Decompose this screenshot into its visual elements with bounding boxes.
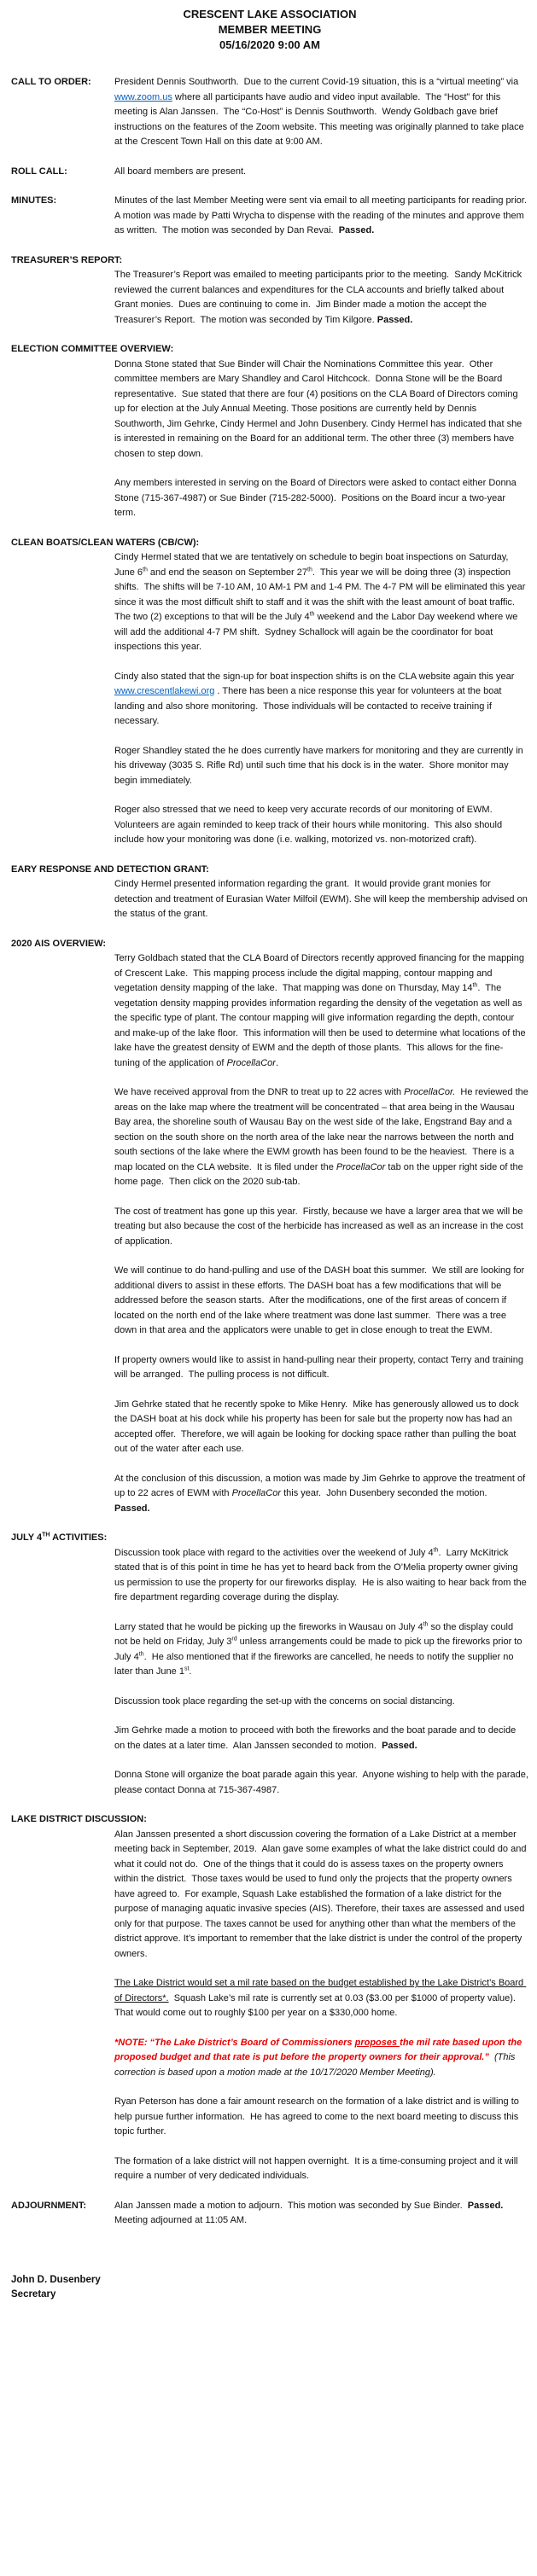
superscript-text: rd [231,1636,237,1643]
paragraph [114,1353,528,1383]
text-run: President Dennis Southworth. Due to the current Covid-19 situation, this is a “virtual meeting” via [114,77,522,87]
text-run: 2020 AIS OVERVIEW: [11,938,107,949]
text-run: At the conclusion of this discussion, a motion was made by Jim Gehrke to approve the treatment of up to 22 acres of EWM with [114,1473,528,1498]
text-run: Donna Stone will organize the boat parade again this year. Anyone wishing to help with the parade, please contact Donna at 715-367-4987. [114,1770,531,1795]
signature-block [11,2273,528,2303]
secretary-role: Secretary [11,2289,56,2300]
text-run: Cindy Hermel presented information regarding the grant. It would provide grant monies for detection and treatment of Eurasian Water Milfoil (EWM). She will keep the membership advised on the status of the grant. [114,879,530,919]
section-body [114,550,528,848]
paragraph [114,194,532,239]
text-run: If property owners would like to assist in hand-pulling near their property, contact Terry and training will be arranged. The pulling process is not difficult. [114,1354,527,1380]
text-run: . This year we will be doing three (3) inspection shifts. The shifts will be 7-10 AM, 10 AM-1 PM and 1-4 PM. The 4-7 PM will be eliminated this year since it was the most difficult shift to staff and it was the shift with the least amount of boat traffic. The two (2) exceptions to that will be the July 4 [114,567,528,622]
italic-text: ProcellaCor [231,1488,282,1498]
text-run: Roger also stressed that we need to keep very accurate records of our monitoring of EWM. Volunteers are again reminded to keep track of their hours while monitoring. This also should include how your monitoring was done (i.e. walking, motorized vs. non-motorized craft). [114,805,505,845]
paragraph [114,1085,531,1190]
section-body [114,1828,528,2184]
paragraph [114,744,528,789]
text-run: ROLL CALL: [11,166,67,177]
paragraph [114,358,528,462]
text-run: MINUTES: [11,195,57,206]
paragraph [114,1768,531,1798]
document-title [11,7,528,53]
note-red-text: *NOTE: “The Lake District’s Board of Commissioners [114,2037,355,2048]
superscript-text: th [138,1650,144,1657]
paragraph [114,2036,528,2081]
text-run: Jim Gehrke made a motion to proceed with both the fireworks and the boat parade and to decide on the dates at a later time. Alan Janssen seconded to motion. [114,1725,519,1751]
paragraph [114,1724,528,1753]
section-body [114,951,531,1516]
text-run: Minutes of the last Member Meeting were sent via email to all meeting participants for reading prior. A motion was made by Patti Wrycha to dispense with the reading of the minutes and approve them as written. The motion was seconded by Dan Revai. [114,195,532,236]
text-run: EARY RESPONSE AND DETECTION GRANT: [11,864,209,875]
paragraph [114,75,528,150]
text-run: TREASURER’S REPORT: [11,254,123,265]
superscript-text: th [423,1620,429,1627]
section-treasurers-report [11,253,528,329]
text-run: . There has been a nice response this year for volunteers at the boat landing and also shore monitoring. Those individuals will be contacted to receive training if necessary. [114,686,505,726]
text-run: Jim Gehrke stated that he recently spoke to Mike Henry. Mike has generously allowed us to dock the DASH boat at his dock while his property has been for sale but the property now has had an accepted offer. Therefore, we will again be looking for docking space rather than pulling the boat out of the water after each use. [114,1398,522,1454]
superscript-text: th [433,1546,439,1553]
title-line-meeting: MEMBER MEETING [218,23,322,36]
section-heading-2020-ais-overview [11,937,528,952]
text-run: Discussion took place regarding the set-up with the concerns on social distancing. [114,1695,455,1707]
text-run: weekend and the Labor Day weekend where we will add the additional 4-7 PM shift. Sydney Schallock will again be the coordinator for boat inspections this year. [114,612,521,652]
section-heading-treasurers-report [11,253,528,269]
section-2020-ais-overview [11,937,531,1517]
paragraph [114,1472,528,1517]
text-run: Donna Stone stated that Sue Binder will Chair the Nominations Committee this year. Other committee members are Mary Shandley and Carol Hitchcock. Donna Stone will be the Board representative. Sue stated that there are four (4) positions on the CLA Board of Directors coming up for election at the July Annual Meeting. Those positions are currently held by Dennis Southworth, Jim Gehrke, Cindy Hermel and John Dusenbery. Cindy Hermel has indicated that she is interested in remaining on the Board for an additional term. The other three (3) members have chosen to step down. [114,358,525,459]
text-run: CALL TO ORDER: [11,77,91,87]
paragraph [114,1695,528,1710]
text-run: Cindy also stated that the sign-up for boat inspection shifts is on the CLA website again this year [114,671,517,682]
section-body [114,75,528,150]
text-run: . Larry McKitrick stated that is of this point in time he has yet to heard back from the O’Melia property owner giving us permission to use the property for our fireworks display. He is also waiting to hear back from the fire department regarding coverage during the display. [114,1547,529,1602]
section-july-4th-activities [11,1531,531,1798]
text-run: All board members are present. [114,166,247,177]
section-heading-eary-response-and-detection-grant [11,863,528,878]
section-heading-minutes [11,194,114,239]
text-run: We have received approval from the DNR to treat up to 22 acres with [114,1087,405,1097]
text-run: . [189,1666,192,1677]
text-run: ADJOURNMENT: [11,2200,86,2211]
note-red-text: the mil rate based upon the proposed budget and that rate is put before the property owners for their approval.” [114,2037,525,2062]
section-election-committee-overview [11,342,528,521]
text-run: CLEAN BOATS/CLEAN WATERS (CB/CW): [11,537,200,548]
section-clean-boats-clean-waters [11,536,528,848]
bold-text: Passed. [382,1740,417,1751]
paragraph [114,877,528,922]
text-run: tab on the upper right side of the home page. Then click on the 2020 sub-tab. [114,1161,526,1187]
section-heading-july-4th-activities [11,1531,528,1546]
section-body [114,2199,528,2229]
text-run: Roger Shandley stated the he does currently have markers for monitoring and they are currently in his driveway (3035 S. Rifle Rd) until such time that his dock is in the water. Shore monitor may begin immediately. [114,745,526,786]
crescentlakewi-link[interactable]: www.crescentlakewi.org [114,686,215,696]
superscript-text: th [143,566,148,573]
superscript-text: th [307,566,312,573]
section-eary-response-and-detection-grant [11,863,528,922]
paragraph [114,165,528,180]
text-run: . He also mentioned that if the fireworks are cancelled, he needs to notify the supplier no later than June 1 [114,1651,517,1677]
text-run: Any members interested in serving on the Board of Directors were asked to contact either Donna Stone (715-367-4987) or Sue Binder (715-282-5000). Positions on the Board incur a two-year term. [114,478,519,518]
paragraph [114,2199,528,2229]
paragraph [114,951,528,1071]
text-run: LAKE DISTRICT DISCUSSION: [11,1814,147,1824]
paragraph [114,803,528,848]
text-run: Terry Goldbach stated that the CLA Board of Directors recently approved financing for the mapping of Crescent Lake. This mapping process include the digital mapping, contour mapping and vegetation density mapping of the lake. That mapping was done on Thursday, May 14 [114,953,528,993]
section-minutes [11,194,532,239]
section-body [114,194,532,239]
section-heading-clean-boats-clean-waters [11,536,528,551]
section-heading-lake-district-discussion [11,1812,528,1828]
zoom-us-link[interactable]: www.zoom.us [114,91,172,102]
paragraph [114,1398,528,1457]
text-run: Meeting adjourned at 11:05 AM. [114,2200,509,2225]
section-heading-election-committee-overview [11,342,528,358]
paragraph [114,1828,528,1963]
text-run: The formation of a lake district will not happen overnight. It is a time-consuming project and it will require a number of very dedicated individuals. [114,2155,521,2181]
bold-text: Passed. [114,1503,150,1514]
paragraph [114,1264,528,1339]
bold-text: Passed. [467,2200,504,2211]
italic-text: ProcellaCor [336,1161,386,1172]
paragraph [114,2154,528,2184]
text-run: Ryan Peterson has done a fair amount research on the formation of a lake district and is willing to help pursue further information. He has agreed to come to the next board meeting to discuss this topic further. [114,2096,522,2137]
paragraph [114,268,528,328]
text-run: Squash Lake’s mil rate is currently set at 0.03 ($3.00 per $1000 of property value). That would come out to roughly $100 per year on a $330,000 home. [114,1992,521,2018]
section-body [114,1546,531,1799]
superscript-text: TH [42,1532,50,1538]
text-run: The Treasurer’s Report was emailed to meeting participants prior to the meeting. Sandy McKitrick reviewed the current balances and expenditures for the CLA accounts and briefly talked about Grant monies. Dues are continuing to come in. Jim Binder made a motion the accept the Treasurer’s Report. The motion was seconded by Tim Kilgore. [114,270,525,325]
section-call-to-order [11,75,528,150]
bold-text: Passed. [376,314,413,325]
underlined-text: The Lake District would set a mil rate based on the budget established by the Lake District’s Board of Directors*. [114,1978,527,2003]
section-row [11,2199,528,2229]
sections [11,75,532,2229]
text-run: Alan Janssen made a motion to adjourn. This motion was seconded by Sue Binder. [114,2200,468,2211]
text-run: ACTIVITIES: [50,1532,108,1543]
superscript-text: th [472,982,478,989]
italic-text: ProcellaCor [226,1057,276,1068]
text-run: JULY 4 [11,1532,43,1543]
section-roll-call [11,165,528,180]
section-row [11,165,528,180]
section-heading-roll-call [11,165,114,180]
secretary-name: John D. Dusenbery [11,2274,101,2285]
paragraph [114,550,528,655]
text-run: He reviewed the areas on the lake map where the treatment will be concentrated – that area being in the Wausau Bay area, the shoreline south of Wausau Bay on the west side of the lake, Engstrand Bay and a section on the south shore on the north area of the lake near the narrows between the north and south sections of the lake where the EWM growth has been found to be the heaviest. There is a map located on the CLA website. It is filed under the [114,1087,531,1172]
section-lake-district-discussion [11,1812,528,2184]
text-run: ELECTION COMMITTEE OVERVIEW: [11,344,174,354]
section-heading-call-to-order [11,75,114,150]
superscript-text: th [309,611,315,618]
text-run: . [275,1057,279,1068]
superscript-text: st [184,1666,190,1672]
text-run: this year. John Dusenbery seconded the motion. [281,1488,495,1498]
text-run: and end the season on September 27 [147,567,308,578]
section-body [114,268,528,328]
paragraph [114,1620,528,1680]
paragraph [114,1205,528,1250]
paragraph [114,670,528,730]
text-run: so the display could not be held on Friday, July 3 [114,1621,517,1647]
italic-text: (This correction is based upon a motion made at the 10/17/2020 Member Meeting). [114,2052,518,2078]
paragraph [114,1546,528,1606]
section-body [114,877,528,922]
text-run: . The vegetation density mapping provides information regarding the density of the vegetation as well as the specific type of plant. The contour mapping will give information regarding the depth, contour and make-up of the lake floor. This information will then be used to determine what locations of the lake have the greatest density of EWM and the depth of those plants. This allows for the fine-tuning of the application of [114,983,528,1068]
text-run: Discussion took place with regard to the activities over the weekend of July 4 [114,1547,434,1558]
text-run: unless arrangements could be made to pick up the fireworks prior to July 4 [114,1637,525,1662]
paragraph [114,2095,528,2140]
section-adjournment [11,2199,528,2229]
paragraph [114,1976,528,2021]
section-body [114,358,528,521]
section-row [11,75,528,150]
section-row [11,194,532,239]
note-red-underlined-text: proposes [354,2037,400,2048]
text-run: Cindy Hermel stated that we are tentatively on schedule to begin boat inspections on Saturday, June 6 [114,552,511,578]
text-run: Larry stated that he would be picking up the fireworks in Wausau on July 4 [114,1621,423,1632]
title-line-org: CRESCENT LAKE ASSOCIATION [183,8,357,20]
italic-text: ProcellaCor. [404,1087,456,1097]
section-heading-adjournment [11,2199,114,2229]
paragraph [114,476,528,521]
text-run: We will continue to do hand-pulling and use of the DASH boat this summer. We still are looking for additional divers to assist in these efforts. The DASH boat has a few modifications that will be addressed before the season starts. After the modifications, one of the first areas of concern if located on the north end of the lake where treatment was done last summer. There was a tree down in that area and the applicators were unable to get in close enough to treat the EWM. [114,1265,528,1335]
text-run: The cost of treatment has gone up this year. Firstly, because we have a larger area that we will be treating but also because the cost of the herbicide has increased as well as an increase in the cost of application. [114,1206,526,1247]
bold-text: Passed. [338,225,375,236]
section-body [114,165,528,180]
text-run: Alan Janssen presented a short discussion covering the formation of a Lake District at a member meeting back in September, 2019. Alan gave some examples of what the lake district could do and what it could not do. One of the things that it could do is assess taxes on the property owners within the district. Those taxes would be used to fund only the projects that the property owners have agreed to. For example, Squash Lake established the formation of a lake district for the purpose of managing aquatic invasive species (AIS). Therefore, their taxes are assessed and used only for that purpose. The taxes cannot be used for anything other than what the members of the district approve. It’s important to remember that the lake district is under the control of the property owners. [114,1829,529,1959]
text-run: where all participants have audio and video input available. The “Host” for this meeting is Alan Janssen. The “Co-Host” is Dennis Southworth. Wendy Goldbach gave brief instructions on the features of the Zoom website. This meeting was originally planned to take place at the Crescent Town Hall on this date at 9:00 AM. [114,91,527,147]
title-line-datetime: 05/16/2020 9:00 AM [219,38,321,51]
